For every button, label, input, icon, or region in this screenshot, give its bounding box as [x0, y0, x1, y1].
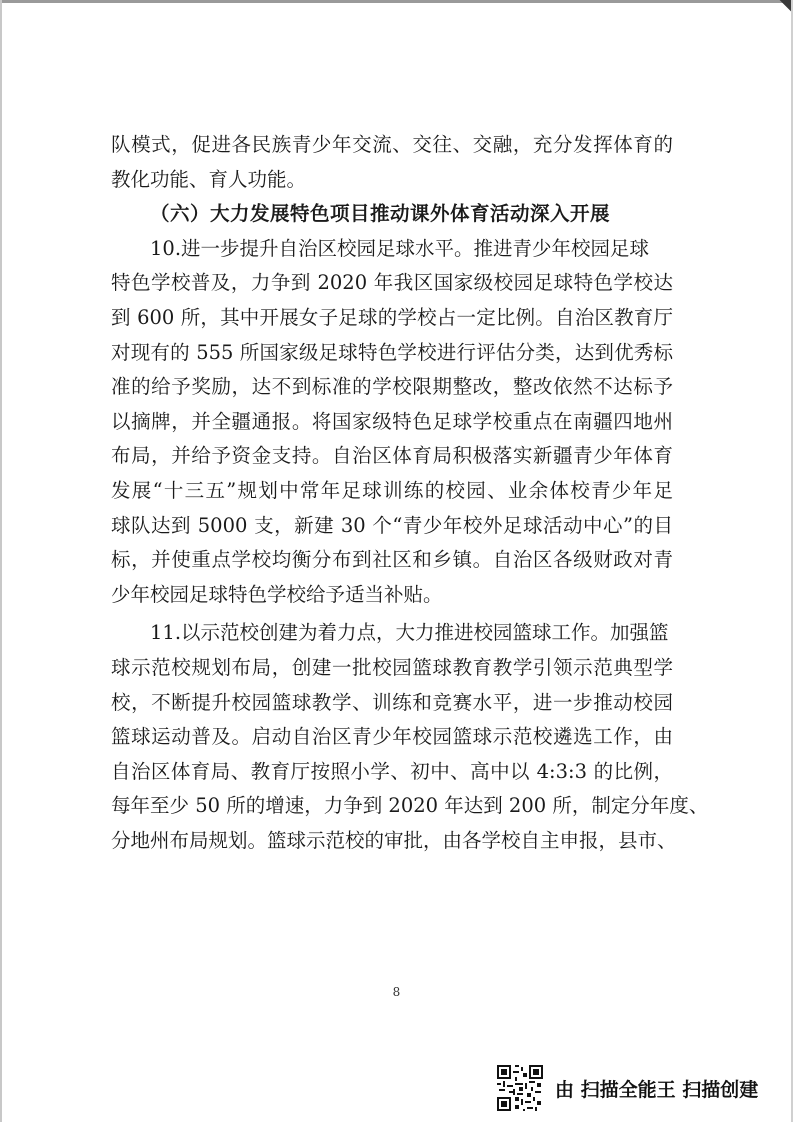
watermark-text: 由 扫描全能王 扫描创建 [555, 1078, 759, 1101]
text-line: 每年至少 50 所的增速，力争到 2020 年达到 200 所，制定分年度、 [111, 794, 709, 818]
document-body [111, 128, 709, 858]
page-number: 8 [392, 985, 401, 999]
text-line: 以摘牌，并全疆通报。将国家级特色足球学校重点在南疆四地州 [111, 409, 673, 433]
text-line: 球队达到 5000 支，新建 30 个“青少年校外足球活动中心”的目 [111, 513, 673, 537]
qr-code-icon [495, 1063, 545, 1113]
paragraph-first-line: 10.进一步提升自治区校园足球水平。推进青少年校园足球 [150, 236, 650, 260]
text-line: 自治区体育局、教育厅按照小学、初中、高中以 4:3:3 的比例， [111, 759, 673, 783]
text-line: 队模式，促进各民族青少年交流、交往、交融，充分发挥体育的 [111, 133, 673, 156]
text-line: 校，不断提升校园篮球教学、训练和竞赛水平，进一步推动校园 [111, 690, 673, 714]
text-line: 准的给予奖励，达不到标准的学校限期整改，整改依然不达标予 [111, 375, 673, 399]
text-line: 教化功能、育人功能。 [111, 167, 307, 191]
scan-top-edge [0, 0, 793, 3]
text-line: 布局，并给予资金支持。自治区体育局积极落实新疆青少年体育 [111, 444, 673, 468]
text-line: 特色学校普及，力争到 2020 年我区国家级校园足球特色学校达 [111, 271, 673, 295]
text-line: 少年校园足球特色学校给予适当补贴。 [111, 582, 443, 606]
text-line: 到 600 所，其中开展女子足球的学校占一定比例。自治区教育厅 [111, 305, 673, 329]
text-line: 分地州布局规划。篮球示范校的审批，由各学校自主申报，县市、 [111, 828, 677, 852]
text-line: 球示范校规划布局，创建一批校园篮球教育教学引领示范典型学 [111, 655, 673, 679]
scan-left-edge [0, 0, 2, 1122]
text-line: 标，并使重点学校均衡分布到社区和乡镇。自治区各级财政对青 [111, 548, 673, 572]
text-line: 对现有的 555 所国家级足球特色学校进行评估分类，达到优秀标 [111, 340, 673, 364]
scanner-watermark [495, 1063, 758, 1113]
paragraph-first-line: 11.以示范校创建为着力点，大力推进校园篮球工作。加强篮 [150, 621, 669, 645]
scan-corner-shadow [771, 0, 793, 22]
text-line: 篮球运动普及。启动自治区青少年校园篮球示范校遴选工作，由 [111, 725, 673, 749]
text-line: 发展“十三五”规划中常年足球训练的校园、业余体校青少年足 [111, 478, 673, 502]
section-heading: （六）大力发展特色项目推动课外体育活动深入开展 [150, 202, 611, 226]
